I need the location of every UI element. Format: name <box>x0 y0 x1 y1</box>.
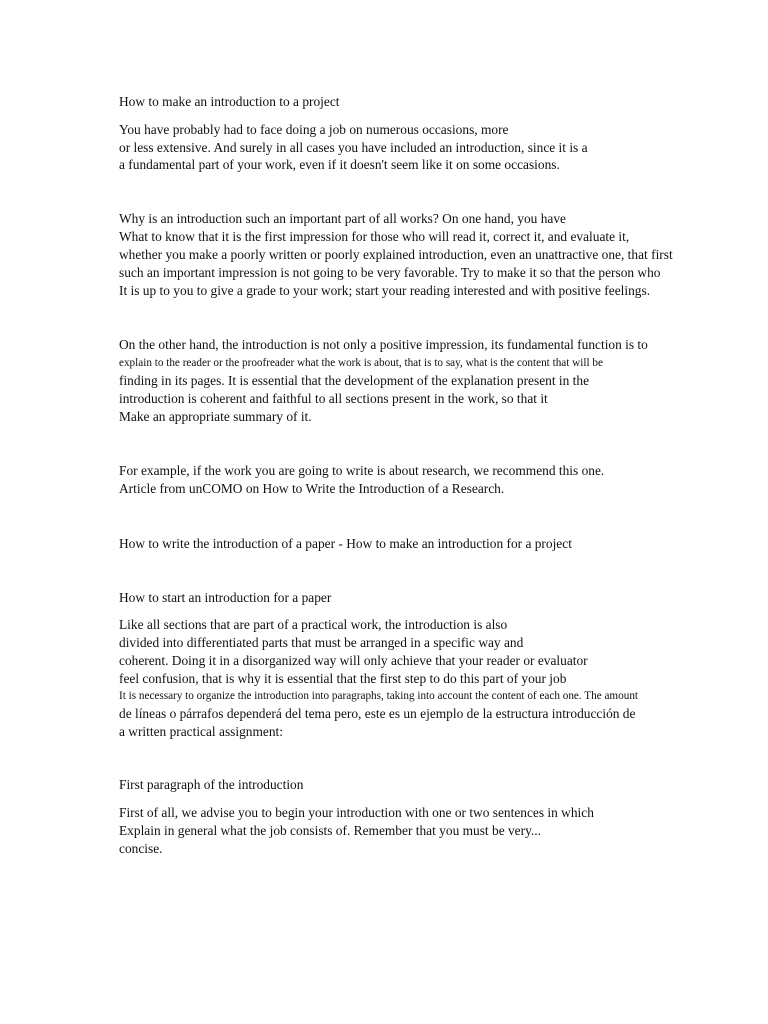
text-line: feel confusion, that is why it is essential that the first step to do this part of your job <box>119 671 567 686</box>
text-line: such an important impression is not going to be very favorable. Try to make it so that the person who <box>119 265 661 280</box>
text-line: divided into differentiated parts that must be arranged in a specific way and <box>119 635 524 650</box>
text-line: Article from unCOMO on How to Write the Introduction of a Research. <box>119 481 505 496</box>
text-line: coherent. Doing it in a disorganized way will only achieve that your reader or evaluator <box>119 653 588 668</box>
section-heading: How to make an introduction to a project <box>119 94 340 109</box>
text-line: You have probably had to face doing a job on numerous occasions, more <box>119 122 509 137</box>
text-line: Like all sections that are part of a practical work, the introduction is also <box>119 617 508 632</box>
text-line: a written practical assignment: <box>119 724 283 739</box>
section-heading: First paragraph of the introduction <box>119 777 304 792</box>
text-line: It is up to you to give a grade to your work; start your reading interested and with positive feelings. <box>119 283 651 298</box>
section-heading: How to start an introduction for a paper <box>119 590 332 605</box>
text-line-small: explain to the reader or the proofreader what the work is about, that is to say, what is the content that will be <box>119 357 603 369</box>
text-line: introduction is coherent and faithful to all sections present in the work, so that it <box>119 391 548 406</box>
text-line: What to know that it is the first impression for those who will read it, correct it, and evaluate it, <box>119 229 630 244</box>
text-line: How to write the introduction of a paper - How to make an introduction for a project <box>119 536 572 551</box>
text-line-small: It is necessary to organize the introduction into paragraphs, taking into account the content of each one. The amount <box>119 690 639 702</box>
text-line: For example, if the work you are going to write is about research, we recommend this one. <box>119 463 605 478</box>
text-line: On the other hand, the introduction is not only a positive impression, its fundamental function is to <box>119 337 648 352</box>
text-line: concise. <box>119 841 163 856</box>
text-line: Make an appropriate summary of it. <box>119 409 312 424</box>
text-line: or less extensive. And surely in all cases you have included an introduction, since it is a <box>119 140 588 155</box>
text-line: finding in its pages. It is essential that the development of the explanation present in the <box>119 373 590 388</box>
text-line: whether you make a poorly written or poorly explained introduction, even an unattractive one, that first <box>119 247 673 262</box>
text-line: de líneas o párrafos dependerá del tema pero, este es un ejemplo de la estructura introducción de <box>119 706 636 721</box>
text-line: a fundamental part of your work, even if it doesn't seem like it on some occasions. <box>119 157 560 172</box>
text-line: Why is an introduction such an important part of all works? On one hand, you have <box>119 211 566 226</box>
text-line: Explain in general what the job consists of. Remember that you must be very... <box>119 823 541 838</box>
text-line: First of all, we advise you to begin your introduction with one or two sentences in which <box>119 805 594 820</box>
